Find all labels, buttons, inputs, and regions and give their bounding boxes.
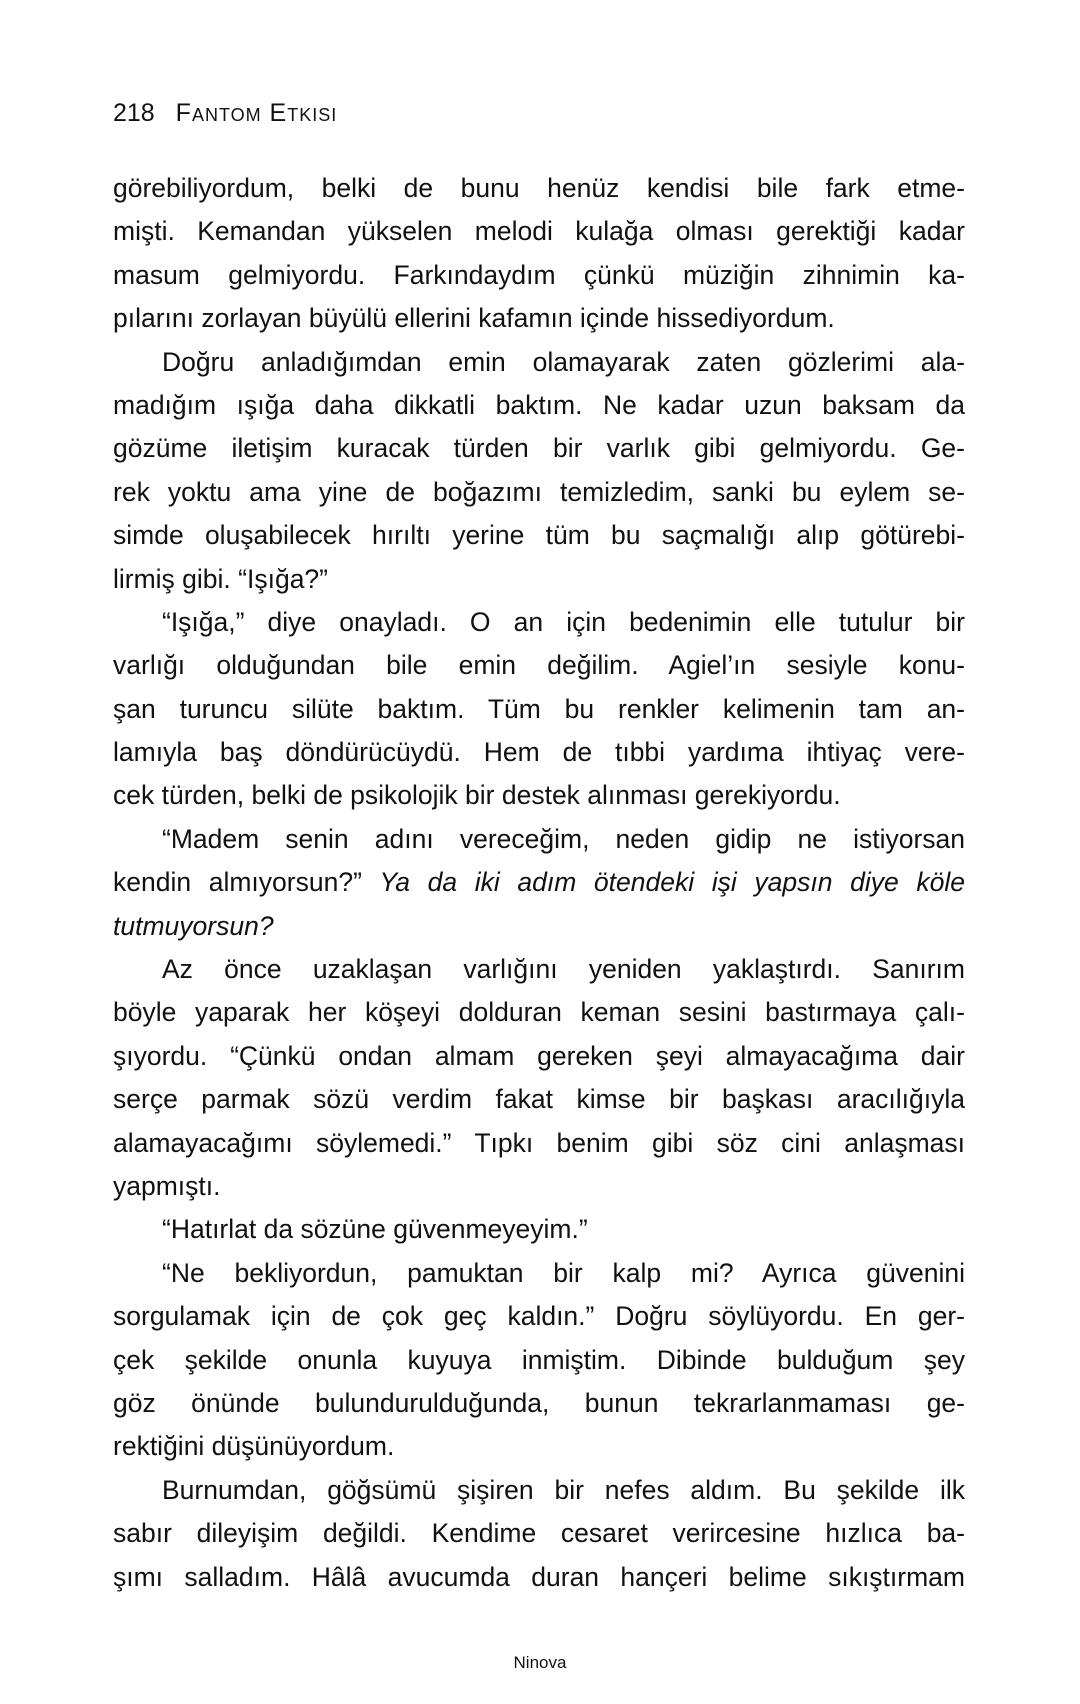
text-line	[113, 1165, 965, 1208]
italic-text: Ya da iki adım ötendeki işi yapsın diye köle	[379, 867, 965, 898]
text-line	[113, 991, 965, 1034]
text-line	[113, 774, 965, 817]
text-line-content: Burnumdan, göğsümü şişiren bir nefes aldım. Bu şekilde ilk	[162, 1474, 965, 1505]
text-line-content: Doğru anladığımdan emin olamayarak zaten gözlerimi ala-	[162, 346, 965, 377]
text-line-content: serçe parmak sözü verdim fakat kimse bir başkası aracılığıyla	[113, 1084, 965, 1115]
text-line-content: sabır dileyişim değildi. Kendime cesaret verircesine hızlıca ba-	[113, 1518, 965, 1549]
text-line-content: böyle yaparak her köşeyi dolduran keman sesini bastırmaya çalı-	[113, 997, 965, 1028]
text-line-content: lamıyla baş döndürücüydü. Hem de tıbbi yardıma ihtiyaç vere-	[113, 737, 965, 768]
text-line	[113, 1078, 965, 1121]
text-line	[113, 427, 965, 470]
text-line-content: madığım ışığa daha dikkatli baktım. Ne kadar uzun baksam da	[113, 389, 965, 420]
page-body-text	[113, 167, 965, 1599]
text-line-content: “Hatırlat da sözüne güvenmeyeyim.”	[162, 1214, 588, 1245]
text-line	[113, 297, 965, 340]
text-line	[113, 1208, 965, 1251]
text-line	[113, 731, 965, 774]
text-line-content: “Ne bekliyordun, pamuktan bir kalp mi? Ayrıca güvenini	[162, 1257, 965, 1288]
text-line	[113, 1295, 965, 1338]
text-line	[113, 948, 965, 991]
text-line	[113, 210, 965, 253]
text-line	[113, 341, 965, 384]
text-line	[113, 1382, 965, 1425]
text-line-content: Az önce uzaklaşan varlığını yeniden yaklaştırdı. Sanırım	[162, 954, 965, 985]
italic-text: tutmuyorsun?	[113, 910, 274, 941]
text-line	[113, 1339, 965, 1382]
text-line-content: pılarını zorlayan büyülü ellerini kafamın içinde hissediyordum.	[113, 303, 835, 334]
page-number: 218	[113, 99, 155, 127]
text-line	[113, 861, 965, 904]
text-line	[113, 905, 965, 948]
text-line-content: şan turuncu silüte baktım. Tüm bu renkler kelimenin tam an-	[113, 693, 965, 724]
text-line	[113, 1512, 965, 1555]
text-line-content: şımı salladım. Hâlâ avucumda duran hançeri belime sıkıştırmam	[113, 1561, 965, 1592]
text-line-content: şıyordu. “Çünkü ondan almam gereken şeyi almayacağıma dair	[113, 1040, 965, 1071]
text-line-content: varlığı olduğundan bile emin değilim. Agiel’ın sesiyle konu-	[113, 650, 965, 681]
text-line	[113, 1252, 965, 1295]
text-line-content: çek şekilde onunla kuyuya inmiştim. Dibinde bulduğum şey	[113, 1344, 965, 1375]
text-line	[113, 688, 965, 731]
text-line	[113, 1425, 965, 1468]
text-line-content: kendin almıyorsun?”	[113, 867, 380, 898]
text-line-content: masum gelmiyordu. Farkındaydım çünkü müziğin zihnimin ka-	[113, 259, 965, 290]
text-line	[113, 644, 965, 687]
text-line-content: göz önünde bulundurulduğunda, bunun tekrarlanmaması ge-	[113, 1387, 965, 1418]
text-line	[113, 1469, 965, 1512]
text-line	[113, 471, 965, 514]
text-line-content: sorgulamak için de çok geç kaldın.” Doğru söylüyordu. En ger-	[113, 1301, 965, 1332]
text-line-content: rektiğini düşünüyordum.	[113, 1431, 395, 1462]
text-line-content: rek yoktu ama yine de boğazımı temizledim, sanki bu eylem se-	[113, 476, 965, 507]
text-line-content: “Madem senin adını vereceğim, neden gidip ne istiyorsan	[162, 823, 965, 854]
text-line-content: cek türden, belki de psikolojik bir destek alınması gerekiyordu.	[113, 780, 841, 811]
text-line	[113, 818, 965, 861]
text-line-content: gözüme iletişim kuracak türden bir varlık gibi gelmiyordu. Ge-	[113, 433, 965, 464]
text-line	[113, 558, 965, 601]
text-line	[113, 1035, 965, 1078]
text-line	[113, 601, 965, 644]
footer-watermark: Ninova	[513, 1653, 567, 1672]
text-line	[113, 514, 965, 557]
text-line-content: simde oluşabilecek hırıltı yerine tüm bu saçmalığı alıp götürebi-	[113, 520, 965, 551]
text-line	[113, 254, 965, 297]
text-line-content: alamayacağımı söylemedi.” Tıpkı benim gibi söz cini anlaşması	[113, 1127, 965, 1158]
book-title: Fantom Etkisi	[175, 99, 338, 127]
text-line	[113, 167, 965, 210]
text-line-content: lirmiş gibi. “Işığa?”	[113, 563, 328, 594]
text-line	[113, 384, 965, 427]
text-line-content: görebiliyordum, belki de bunu henüz kendisi bile fark etme-	[113, 173, 965, 203]
text-line-content: “Işığa,” diye onayladı. O an için bedenimin elle tutulur bir	[162, 606, 965, 637]
text-line-content: yapmıştı.	[113, 1170, 221, 1201]
running-header	[113, 93, 337, 133]
text-line	[113, 1556, 965, 1599]
text-line	[113, 1122, 965, 1165]
text-line-content: mişti. Kemandan yükselen melodi kulağa olması gerektiği kadar	[113, 216, 965, 247]
